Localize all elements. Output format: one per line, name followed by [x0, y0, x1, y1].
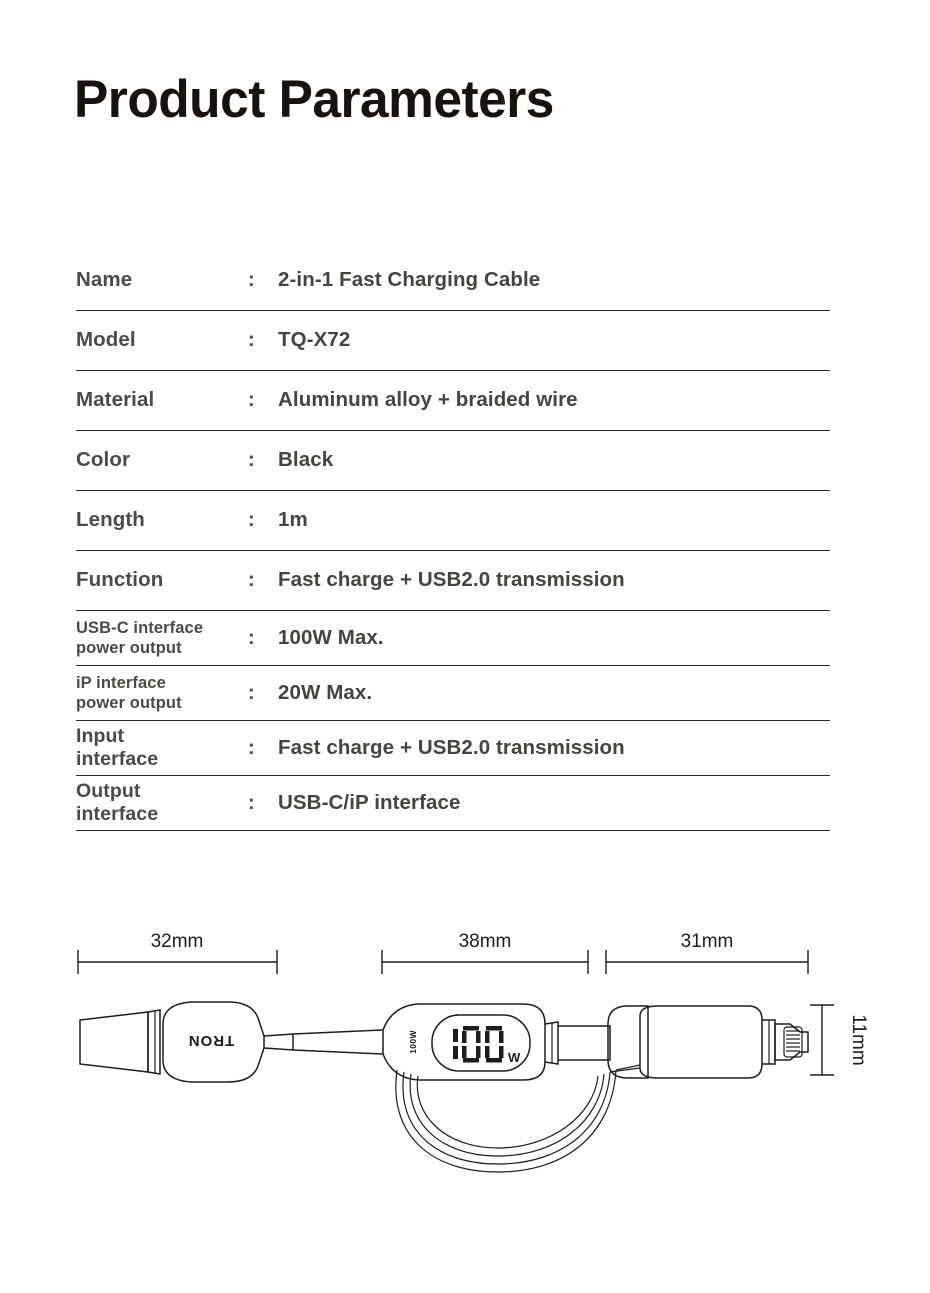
spec-label: [76, 725, 248, 771]
usb-c-connector: [80, 1002, 293, 1082]
spec-separator: :: [248, 329, 255, 351]
spec-separator: :: [248, 269, 255, 291]
spec-label: Length: [76, 508, 145, 532]
dimension-31mm: [606, 931, 808, 974]
table-row: [76, 371, 830, 431]
dimension-label-31mm: 31mm: [680, 931, 734, 952]
spec-value: TQ-X72: [278, 328, 351, 352]
spec-label: Material: [76, 388, 155, 412]
spec-value: Aluminum alloy + braided wire: [278, 388, 578, 412]
display-unit-label: W: [508, 1050, 521, 1065]
spec-label: Name: [76, 268, 133, 292]
spec-label-line2: power output: [76, 639, 182, 657]
spec-label-line2: power output: [76, 694, 182, 712]
spec-value: 20W Max.: [278, 680, 373, 704]
spec-label: [76, 780, 248, 826]
dimension-label-38mm: 38mm: [458, 931, 512, 952]
spec-label: Color: [76, 448, 131, 472]
power-display-module: [383, 1004, 610, 1080]
spec-label-line1: Input: [76, 725, 125, 747]
spec-value: Black: [278, 448, 334, 472]
spec-separator: :: [248, 569, 255, 591]
table-row: [76, 721, 830, 776]
brand-logo-text: TRON: [187, 1032, 235, 1049]
spec-value: Fast charge + USB2.0 transmission: [278, 735, 625, 759]
dimension-label-32mm: 32mm: [150, 931, 204, 952]
table-row: [76, 251, 830, 311]
spec-label: Function: [76, 568, 164, 592]
spec-separator: :: [248, 791, 255, 814]
spec-value: 2-in-1 Fast Charging Cable: [278, 268, 541, 292]
cable-loop: [396, 1065, 640, 1172]
spec-separator: :: [248, 681, 255, 704]
dimension-38mm: [382, 931, 588, 974]
table-row: [76, 776, 830, 831]
spec-separator: :: [248, 449, 255, 471]
spec-label-line2: interface: [76, 803, 159, 825]
spec-label: Model: [76, 328, 136, 352]
spec-label-line1: Output: [76, 780, 141, 802]
spec-value: 100W Max.: [278, 625, 384, 649]
table-row: [76, 431, 830, 491]
spec-label: [76, 618, 248, 658]
table-row: [76, 666, 830, 721]
product-dimension-diagram: [0, 920, 930, 1210]
dimension-label-11mm: 11mm: [848, 1014, 869, 1066]
spec-table: [76, 251, 830, 831]
spec-label-line1: iP interface: [76, 673, 166, 692]
spec-separator: :: [248, 389, 255, 411]
page-title: Product Parameters: [74, 70, 554, 129]
lightning-connector: [608, 1006, 808, 1078]
spec-separator: :: [248, 626, 255, 649]
spec-value: 1m: [278, 508, 308, 532]
dimension-32mm: [78, 931, 277, 974]
spec-label: [76, 673, 248, 713]
table-row: [76, 611, 830, 666]
table-row: [76, 551, 830, 611]
dimension-11mm: [810, 1005, 869, 1075]
spec-label-line2: interface: [76, 748, 159, 770]
module-side-text: 100W: [408, 1030, 418, 1054]
spec-value: USB-C/iP interface: [278, 790, 461, 814]
spec-separator: :: [248, 736, 255, 759]
spec-label-line1: USB-C interface: [76, 618, 204, 637]
spec-separator: :: [248, 509, 255, 531]
seven-segment-display: [453, 1026, 504, 1063]
cable-segment-left: [293, 1030, 383, 1054]
table-row: [76, 311, 830, 371]
table-row: [76, 491, 830, 551]
spec-value: Fast charge + USB2.0 transmission: [278, 568, 625, 592]
